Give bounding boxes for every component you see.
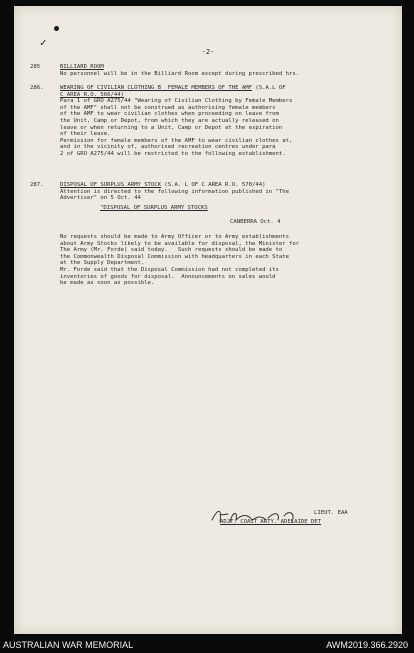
article-line: be made as soon as possible. <box>60 280 155 287</box>
signature-appointment: ADJT. COAST ARTY. ADELAIDE DET <box>220 519 322 525</box>
spacer <box>60 226 398 234</box>
punch-hole <box>54 26 59 31</box>
article-dateline: CANBERRA Oct. 4 <box>230 219 281 226</box>
item-heading-suffix: (S.A.L OF <box>251 85 286 91</box>
article-line: The Army (Mr. Forde) said today. Such requests should be made to <box>60 247 283 254</box>
item-line: and in the vicinity of, authorised recreation centres under para <box>60 144 276 151</box>
item-line: Attention is directed to the following information published in "The <box>60 188 290 195</box>
article-line: Mr. Forde said that the Disposal Commission had not completed its <box>60 266 279 273</box>
article-line: at the Supply Department. <box>60 260 145 267</box>
item-line: of their leave. <box>60 131 111 138</box>
article-line: about Army Stocks likely to be available for disposal, the Minister for <box>60 240 300 247</box>
item-line: the Unit, Camp or Depot, from which they are actually released on <box>60 117 279 124</box>
article-line: inventories of goods for disposal. Announcements on sales would <box>60 273 276 280</box>
item-line: C AREA R.O. 566/44) <box>60 91 124 98</box>
item-number: 285 <box>30 64 41 70</box>
item-heading: BILLIARD ROOM <box>60 64 104 70</box>
item-line: Permission for female members of the AMF to wear civilian clothes at, <box>60 137 293 144</box>
footer-accession-number: AWM2019.366.2920 <box>326 640 408 650</box>
item-line: Advertiser" on 5 Oct. 44 <box>60 195 141 202</box>
item-heading: WEARING OF CIVILIAN CLOTHING B FEMALE MEMBERS OF THE AMF <box>60 85 252 91</box>
item-line: of the AMF to wear civilian clothes when proceeding on leave from <box>60 111 279 118</box>
tick-mark: ✓ <box>40 36 47 49</box>
document-page <box>14 6 402 634</box>
page-number: -2- <box>201 48 215 56</box>
signature-block <box>220 510 321 526</box>
item-number: 287. <box>30 182 44 188</box>
item-line: Para 1 of GRO A275/44 "Wearing of Civilian Clothing by Female Members <box>60 98 293 105</box>
footer-archive-name: AUSTRALIAN WAR MEMORIAL <box>3 640 134 650</box>
article-line: the Commonwealth Disposal Commission with headquarters in each State <box>60 253 290 260</box>
item-heading-suffix: (S.A. L OF C AREA R.O. 570/44) <box>161 182 266 188</box>
item-line: of the AMF" shall not be construed as authorising female members <box>60 104 276 111</box>
item-line: No personnel will be in the Billiard Room except during prescribed hrs. <box>60 70 300 77</box>
item-heading: DISPOSAL OF SURPLUS ARMY STOCK <box>60 182 162 188</box>
item-line: 2 of GRO A275/44 will be restricted to the following establishment. <box>60 150 286 157</box>
spacer <box>60 158 398 161</box>
article-line: No requests should be made to Army Officer or to Army establishments <box>60 233 290 240</box>
signature-rank: LIEUT. EAA <box>314 510 348 516</box>
item-number: 286. <box>30 85 44 91</box>
article-title: "DISPOSAL OF SURPLUS ARMY STOCKS <box>100 204 208 211</box>
item-line: leave or when returning to a Unit, Camp or Depot at the expiration <box>60 124 283 131</box>
spacer <box>60 211 398 219</box>
